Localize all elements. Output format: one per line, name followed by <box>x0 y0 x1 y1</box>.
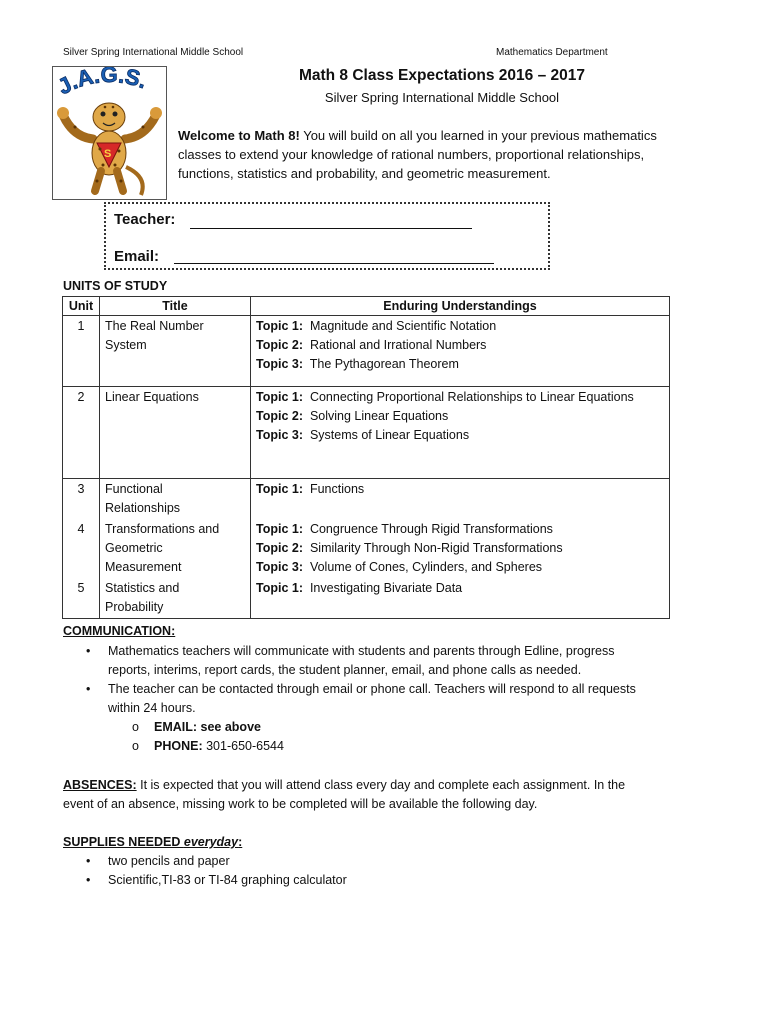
header-title: Title <box>100 297 251 316</box>
communication-heading: COMMUNICATION: <box>63 624 176 638</box>
svg-text:J.A.G.S.: J.A.G.S. <box>53 67 151 100</box>
page-subtitle: Silver Spring International Middle School <box>324 90 560 105</box>
list-item: • Scientific,TI-83 or TI-84 graphing calculator <box>80 871 710 890</box>
teacher-name-line[interactable] <box>190 228 472 229</box>
absences-paragraph: ABSENCES: It is expected that you will attend class every day and complete each assignment. In the event of an absence, missing work to be completed will be available the following day. <box>63 778 626 811</box>
header-enduring: Enduring Understandings <box>251 297 670 316</box>
circle-bullet-icon: o <box>132 720 139 734</box>
teacher-info-box <box>104 202 550 270</box>
unit-topics: Topic 1: Connecting Proportional Relationships to Linear Equations Topic 2: Solving Linear Equations Topic 3: Systems of Linear Equations <box>251 387 670 479</box>
list-item: • two pencils and paper <box>80 852 710 871</box>
units-table <box>62 296 670 619</box>
supplies-heading: SUPPLIES NEEDED everyday: <box>63 835 243 849</box>
welcome-line2: classes to extend your knowledge of rational numbers, proportional relationships, <box>178 147 645 162</box>
table-row <box>63 519 670 578</box>
unit-title: The Real Number System <box>100 316 251 387</box>
unit-title: Statistics and Probability <box>100 578 251 619</box>
bullet-icon: • <box>86 854 91 868</box>
bullet-icon: • <box>86 682 91 696</box>
jags-logo <box>52 66 167 200</box>
unit-number: 2 <box>63 387 100 479</box>
unit-topics: Topic 1: Functions <box>251 479 670 520</box>
table-header-row <box>63 297 670 316</box>
page-title: Math 8 Class Expectations 2016 – 2017 <box>298 67 586 84</box>
bullet-icon: • <box>86 873 91 887</box>
units-heading: UNITS OF STUDY <box>63 279 168 293</box>
circle-bullet-icon: o <box>132 739 139 753</box>
unit-title: Linear Equations <box>100 387 251 479</box>
jaguar-mascot-icon <box>53 67 166 199</box>
header-department: Mathematics Department <box>496 47 608 58</box>
communication-list <box>80 642 710 756</box>
unit-topics: Topic 1: Magnitude and Scientific Notation Topic 2: Rational and Irrational Numbers Topic 3: The Pythagorean Theorem <box>251 316 670 387</box>
header-unit: Unit <box>63 297 100 316</box>
absences-heading: ABSENCES: <box>63 778 137 792</box>
unit-number: 5 <box>63 578 100 619</box>
unit-title: Transformations and Geometric Measurement <box>100 519 251 578</box>
table-row <box>63 578 670 619</box>
supplies-list <box>80 852 710 890</box>
phone-value: 301-650-6544 <box>206 739 284 753</box>
unit-topics: Topic 1: Investigating Bivariate Data <box>251 578 670 619</box>
email-label: Email: <box>114 248 160 265</box>
welcome-line3: functions, statistics and probability, and geometric measurement. <box>178 166 551 181</box>
unit-topics: Topic 1: Congruence Through Rigid Transformations Topic 2: Similarity Through Non-Rigid Transformations Topic 3: Volume of Cones, Cylinders, and Spheres <box>251 519 670 578</box>
table-row <box>63 316 670 387</box>
bullet-icon: • <box>86 644 91 658</box>
welcome-bold: Welcome to Math 8! <box>178 128 300 143</box>
list-item <box>80 718 710 737</box>
list-item: • Mathematics teachers will communicate with students and parents through Edline, progress reports, interims, report cards, the student planner, email, and phone calls as needed. <box>86 644 615 677</box>
unit-number: 4 <box>63 519 100 578</box>
email-item: EMAIL: see above <box>154 720 261 734</box>
welcome-paragraph <box>178 126 708 183</box>
table-row <box>63 387 670 479</box>
email-line[interactable] <box>174 263 494 264</box>
welcome-line1: You will build on all you learned in your previous mathematics <box>299 128 657 143</box>
unit-title: Functional Relationships <box>100 479 251 520</box>
list-item: • The teacher can be contacted through email or phone call. Teachers will respond to all requests within 24 hours. <box>86 682 636 715</box>
table-row <box>63 479 670 520</box>
svg-text:S: S <box>104 148 112 160</box>
list-item <box>80 737 710 756</box>
unit-number: 1 <box>63 316 100 387</box>
header-school-name: Silver Spring International Middle School <box>63 47 244 58</box>
teacher-label: Teacher: <box>114 211 176 228</box>
unit-number: 3 <box>63 479 100 520</box>
phone-label: PHONE: <box>154 739 203 753</box>
